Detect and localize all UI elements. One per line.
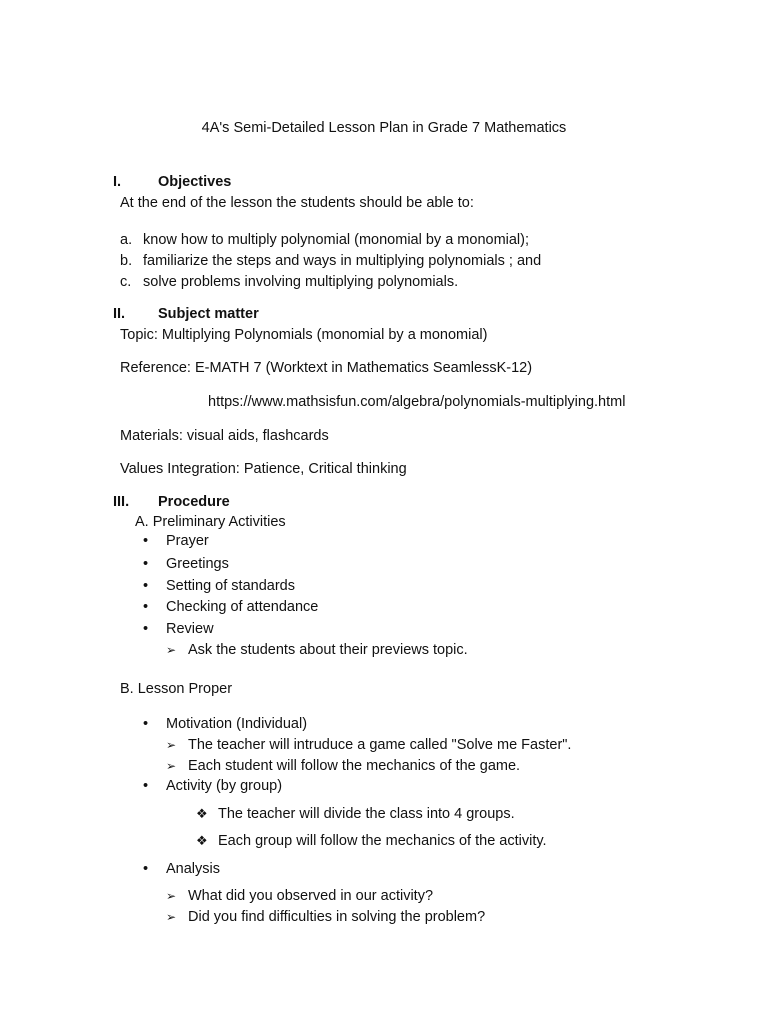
- preliminary-item-standards: Setting of standards: [166, 578, 295, 594]
- diamond-bullet-icon: ❖: [196, 833, 208, 848]
- arrow-bullet-icon: ➢: [166, 910, 177, 924]
- bullet-marker: •: [143, 716, 149, 732]
- diamond-bullet-icon: ❖: [196, 806, 208, 821]
- lesson-item-motivation: Motivation (Individual): [166, 716, 308, 732]
- bullet-marker: •: [143, 599, 149, 615]
- preliminary-item-review: Review: [166, 621, 214, 637]
- review-sub-item: Ask the students about their previews topic.: [188, 642, 468, 658]
- objectives-intro: At the end of the lesson the students should be able to:: [120, 195, 474, 211]
- document-title: 4A's Semi-Detailed Lesson Plan in Grade 7 Mathematics: [201, 120, 567, 136]
- bullet-marker: •: [143, 778, 149, 794]
- motivation-sub-2: Each student will follow the mechanics of the game.: [188, 758, 521, 774]
- lesson-item-activity: Activity (by group): [166, 778, 283, 794]
- section-heading-procedure: Procedure: [158, 494, 230, 510]
- objective-text-a: know how to multiply polynomial (monomial by a monomial);: [143, 232, 530, 248]
- bullet-marker: •: [143, 533, 149, 549]
- activity-sub-1: The teacher will divide the class into 4 groups.: [218, 806, 515, 822]
- objective-marker-c: c.: [120, 274, 132, 290]
- bullet-marker: •: [143, 578, 149, 594]
- objective-marker-a: a.: [120, 232, 133, 248]
- reference-url[interactable]: https://www.mathsisfun.com/algebra/polynomials-multiplying.html: [208, 394, 626, 410]
- subject-values: Values Integration: Patience, Critical thinking: [120, 461, 407, 477]
- activity-sub-2: Each group will follow the mechanics of the activity.: [218, 833, 547, 849]
- subject-reference: Reference: E-MATH 7 (Worktext in Mathematics SeamlessK-12): [120, 360, 533, 376]
- bullet-marker: •: [143, 621, 149, 637]
- analysis-sub-2: Did you find difficulties in solving the problem?: [188, 909, 486, 925]
- section-heading-objectives: Objectives: [158, 174, 232, 190]
- bullet-marker: •: [143, 861, 149, 877]
- arrow-bullet-icon: ➢: [166, 889, 177, 903]
- analysis-sub-1: What did you observed in our activity?: [188, 888, 434, 904]
- motivation-sub-1: The teacher will intruduce a game called "Solve me Faster".: [188, 737, 572, 753]
- arrow-bullet-icon: ➢: [166, 738, 177, 752]
- preliminary-item-greetings: Greetings: [166, 556, 229, 572]
- objective-text-c: solve problems involving multiplying polynomials.: [143, 274, 459, 290]
- subject-topic: Topic: Multiplying Polynomials (monomial by a monomial): [120, 327, 488, 343]
- section-numeral-subject-matter: II.: [113, 306, 126, 322]
- preliminary-heading: A. Preliminary Activities: [135, 514, 286, 530]
- arrow-bullet-icon: ➢: [166, 759, 177, 773]
- section-heading-subject-matter: Subject matter: [158, 306, 259, 322]
- subject-materials: Materials: visual aids, flashcards: [120, 428, 329, 444]
- section-numeral-procedure: III.: [113, 494, 130, 510]
- preliminary-item-prayer: Prayer: [166, 533, 209, 549]
- objective-text-b: familiarize the steps and ways in multiplying polynomials ; and: [143, 253, 542, 269]
- lesson-item-analysis: Analysis: [166, 861, 220, 877]
- lesson-proper-heading: B. Lesson Proper: [120, 681, 233, 697]
- arrow-bullet-icon: ➢: [166, 643, 177, 657]
- bullet-marker: •: [143, 556, 149, 572]
- section-numeral-objectives: I.: [113, 174, 122, 190]
- preliminary-item-attendance: Checking of attendance: [166, 599, 319, 615]
- objective-marker-b: b.: [120, 253, 133, 269]
